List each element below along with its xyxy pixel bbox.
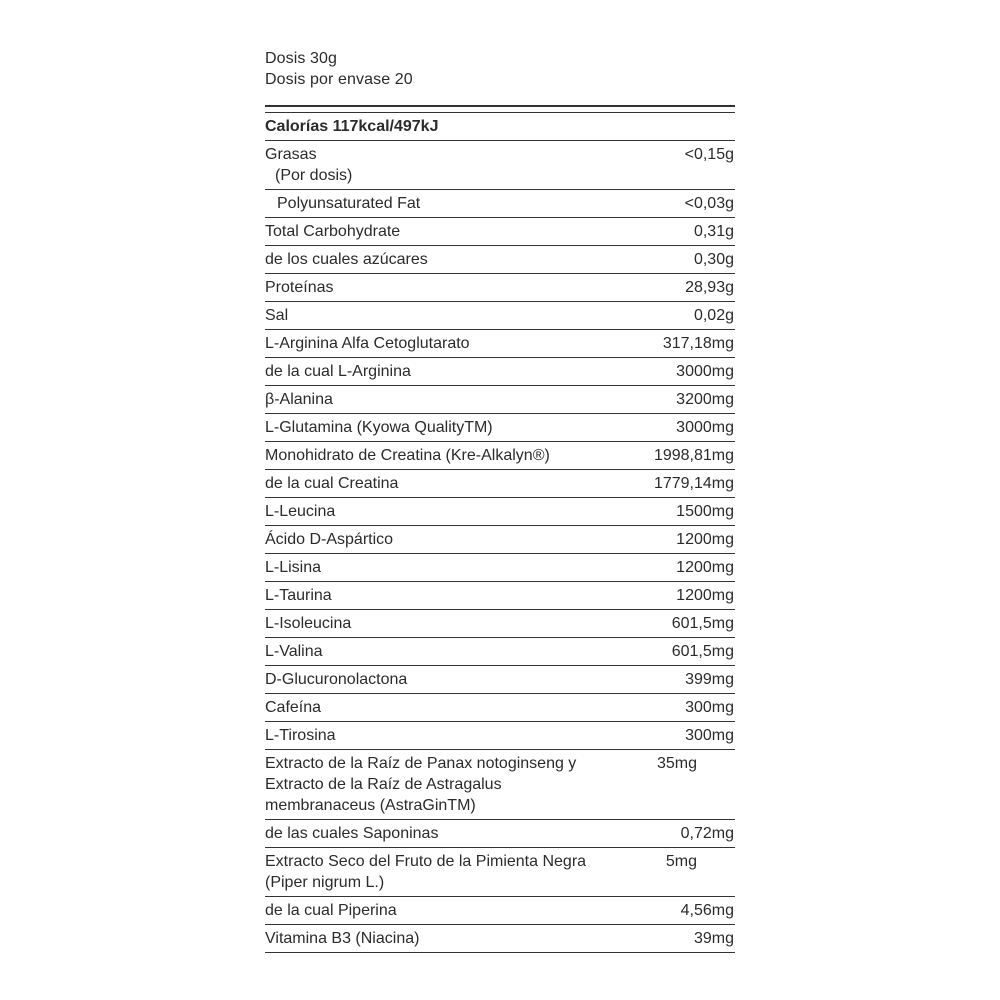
nutrient-value: 0,02g — [693, 307, 734, 324]
table-row — [265, 302, 735, 330]
table-row — [265, 274, 735, 302]
nutrient-value: 1200mg — [676, 587, 734, 604]
nutrient-value: 0,30g — [693, 251, 734, 268]
nutrient-value: 39mg — [693, 930, 734, 947]
nutrient-name: L-Tirosina — [265, 727, 336, 744]
nutrient-name: Ácido D-Aspártico — [265, 531, 394, 548]
nutrient-name: L-Isoleucina — [265, 615, 352, 632]
serving-dose: Dosis 30g — [265, 50, 338, 67]
table-row — [265, 897, 735, 925]
nutrient-value: <0,15g — [684, 146, 734, 163]
nutrient-value: 35mg — [656, 755, 697, 772]
nutrient-value: 317,18mg — [662, 335, 734, 352]
table-row — [265, 582, 735, 610]
nutrient-value: 1200mg — [676, 531, 734, 548]
table-row — [265, 498, 735, 526]
nutrient-name: Total Carbohydrate — [265, 223, 401, 240]
nutrient-name: Cafeína — [265, 699, 322, 716]
nutrient-value: 4,56mg — [680, 902, 734, 919]
nutrient-name: L-Lisina — [265, 559, 322, 576]
nutrition-panel — [265, 48, 735, 953]
nutrient-name: Extracto Seco del Fruto de la Pimienta Negra (Piper nigrum L.) — [265, 853, 587, 891]
serving-doses-per-container: Dosis por envase 20 — [265, 71, 413, 88]
table-row — [265, 141, 735, 190]
nutrient-value: 1998,81mg — [653, 447, 734, 464]
calories-label: Calorías 117kcal/497kJ — [265, 118, 439, 135]
nutrient-name: de los cuales azúcares — [265, 251, 428, 268]
nutrient-value: 601,5mg — [671, 643, 734, 660]
nutrient-value: 3000mg — [676, 363, 734, 380]
table-row — [265, 694, 735, 722]
top-divider — [265, 105, 735, 107]
nutrient-name: de la cual Creatina — [265, 475, 399, 492]
calories-row — [265, 113, 735, 141]
table-row — [265, 925, 735, 953]
nutrient-name: L-Taurina — [265, 587, 332, 604]
nutrient-table — [265, 141, 735, 953]
nutrient-name: L-Valina — [265, 643, 323, 660]
nutrient-value: 28,93g — [685, 279, 734, 296]
nutrient-name: Sal — [265, 307, 289, 324]
nutrient-value: 399mg — [685, 671, 734, 688]
nutrient-name: Vitamina B3 (Niacina) — [265, 930, 420, 947]
table-row — [265, 246, 735, 274]
nutrient-name: D-Glucuronolactona — [265, 671, 408, 688]
nutrient-value: 601,5mg — [671, 615, 734, 632]
nutrient-name: Monohidrato de Creatina (Kre-Alkalyn®) — [265, 447, 550, 464]
nutrient-name: Grasas (Por dosis) — [265, 146, 353, 184]
nutrient-value: 5mg — [665, 853, 697, 870]
table-row — [265, 666, 735, 694]
nutrient-name: Polyunsaturated Fat — [277, 195, 421, 212]
nutrient-value: 1500mg — [676, 503, 734, 520]
nutrient-name: Proteínas — [265, 279, 334, 296]
nutrient-value: 1779,14mg — [653, 475, 734, 492]
nutrient-value: 0,31g — [693, 223, 734, 240]
table-row — [265, 358, 735, 386]
table-row — [265, 442, 735, 470]
table-row — [265, 820, 735, 848]
nutrient-value: 0,72mg — [680, 825, 734, 842]
nutrient-value: 1200mg — [676, 559, 734, 576]
nutrient-value: 3200mg — [676, 391, 734, 408]
table-row — [265, 638, 735, 666]
nutrient-name: L-Arginina Alfa Cetoglutarato — [265, 335, 470, 352]
nutrient-name: L-Glutamina (Kyowa QualityTM) — [265, 419, 493, 436]
table-row — [265, 470, 735, 498]
nutrient-value: 300mg — [685, 727, 734, 744]
nutrient-name: β-Alanina — [265, 391, 333, 408]
table-row — [265, 526, 735, 554]
nutrient-name: de la cual Piperina — [265, 902, 397, 919]
table-row — [265, 190, 735, 218]
table-row — [265, 414, 735, 442]
table-row — [265, 610, 735, 638]
table-row — [265, 386, 735, 414]
table-row — [265, 722, 735, 750]
nutrient-value: 300mg — [685, 699, 734, 716]
nutrient-value: <0,03g — [684, 195, 734, 212]
nutrient-name: L-Leucina — [265, 503, 336, 520]
nutrient-name: de la cual L-Arginina — [265, 363, 411, 380]
table-row — [265, 848, 735, 897]
table-row — [265, 330, 735, 358]
nutrient-name: de las cuales Saponinas — [265, 825, 439, 842]
nutrient-name: Extracto de la Raíz de Panax notoginseng y Extracto de la Raíz de Astragalus membranaceus (AstraGinTM) — [265, 755, 577, 814]
table-row — [265, 750, 735, 820]
table-row — [265, 554, 735, 582]
nutrient-value: 3000mg — [676, 419, 734, 436]
table-row — [265, 218, 735, 246]
